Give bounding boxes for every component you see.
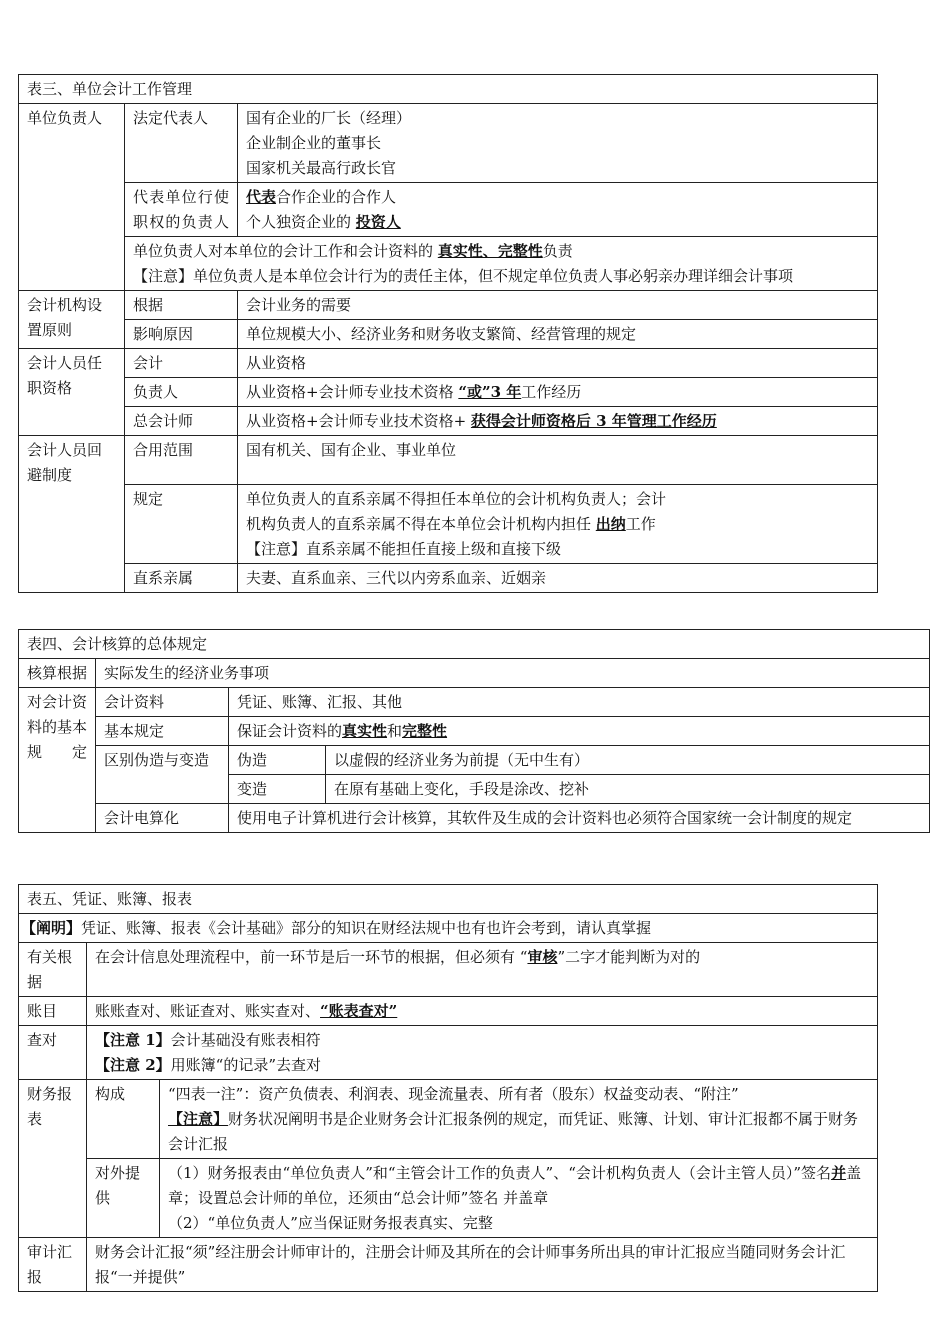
sub-label: 基本规定 xyxy=(96,717,229,746)
cell-value: 使用电子计算机进行会计核算，其软件及生成的会计资料也必须符合国家统一会计制度的规定 xyxy=(229,804,930,833)
sub-label: 代表单位行使职权的负责人 xyxy=(125,183,238,237)
text-line xyxy=(246,512,869,537)
cell-value: 财务会计汇报“须”经注册会计师审计的，注册会计师及其所在的会计师事务所出具的审计汇报应当随同财务会计汇报“一并提供” xyxy=(87,1238,878,1292)
sub-label: 规定 xyxy=(125,485,238,564)
emphasis: 投资人 xyxy=(355,213,401,231)
table-accounting-general-rules xyxy=(18,629,930,833)
emphasis: 审核 xyxy=(527,948,558,966)
text-line: 国有企业的厂长（经理） xyxy=(246,109,412,127)
cell-value: 实际发生的经济业务事项 xyxy=(96,659,930,688)
sub-label: 总会计师 xyxy=(125,407,238,436)
text: ”二字才能判断为对的 xyxy=(557,948,701,966)
note-text: 【注意】单位负责人是本单位会计行为的责任主体，但不规定单位负责人事必躬亲办理详细会计事项 xyxy=(133,267,794,285)
text-line xyxy=(168,1107,869,1157)
text-line xyxy=(95,1028,869,1053)
text: 账账查对、账证查对、账实查对、 xyxy=(95,1002,321,1020)
sub-label: 合用范围 xyxy=(125,436,238,485)
cell-value xyxy=(238,183,878,237)
cell-value xyxy=(238,407,878,436)
table-title: 表四、会计核算的总体规定 xyxy=(19,630,930,659)
text: 机构负责人的直系亲属不得在本单位会计机构内担任 xyxy=(246,515,596,533)
text-line xyxy=(133,239,869,264)
cell-value: 夫妻、直系血亲、三代以内旁系血亲、近姻亲 xyxy=(238,564,878,593)
sub-label: 构成 xyxy=(87,1080,160,1159)
label-bold: 【注意 2】 xyxy=(95,1056,171,1074)
text-line: “四表一注”：资产负债表、利润表、现金流量表、所有者（股东）权益变动表、“附注” xyxy=(168,1085,739,1103)
sub-label: 对外提供 xyxy=(87,1159,160,1238)
sub-label: 变造 xyxy=(229,775,326,804)
cell-value: 从业资格 xyxy=(238,349,878,378)
sub-label: 会计资料 xyxy=(96,688,229,717)
emphasis: 【注意】 xyxy=(168,1110,229,1128)
text: 和 xyxy=(387,722,403,740)
text: 凭证、账簿、报表《会计基础》部分的知识在财经法规中也有也许会考到，请认真掌握 xyxy=(81,919,652,937)
intro-row xyxy=(19,914,878,943)
text-line: （2）“单位负责人”应当保证财务报表真实、完整 xyxy=(168,1214,493,1232)
table-title: 表五、凭证、账簿、报表 xyxy=(19,885,878,914)
cell-value xyxy=(160,1159,878,1238)
sub-label: 负责人 xyxy=(125,378,238,407)
text: 个人独资企业的 xyxy=(246,213,356,231)
emphasis: 真实性、完整性 xyxy=(437,242,543,260)
cell-value xyxy=(238,104,878,183)
row-label: 会计机构设置原则 xyxy=(19,291,125,349)
cell-value: 国有机关、国有企业、事业单位 xyxy=(238,436,878,485)
row-label: 查对 xyxy=(19,1026,87,1080)
text: 从业资格+会计师专业技术资格 xyxy=(246,383,459,401)
note-text: 【注意】直系亲属不能担任直接上级和直接下级 xyxy=(246,540,562,558)
label-bold: 【注意 1】 xyxy=(95,1031,171,1049)
cell-value xyxy=(125,237,878,291)
row-label: 核算根据 xyxy=(19,659,96,688)
row-label: 会计人员任职资格 xyxy=(19,349,125,436)
emphasis: 并 xyxy=(831,1164,847,1182)
table-unit-accounting-management xyxy=(18,74,878,593)
text: 工作 xyxy=(625,515,656,533)
label-bold: 【阐明】 xyxy=(21,919,82,937)
text: 财务状况阐明书是企业财务会计汇报条例的规定，而凭证、账簿、计划、审计汇报都不属于财务会计汇报 xyxy=(168,1110,859,1153)
text: 合作企业的合作人 xyxy=(276,188,397,206)
sub-label: 会计 xyxy=(125,349,238,378)
text-line xyxy=(246,210,869,235)
text-line xyxy=(95,1053,869,1078)
row-label: 会计人员回避制度 xyxy=(19,436,125,593)
text: 用账簿“的记录”去查对 xyxy=(170,1056,322,1074)
cell-value: 单位规模大小、经济业务和财务收支繁简、经营管理的规定 xyxy=(238,320,878,349)
row-label: 有关根据 xyxy=(19,943,87,997)
row-label: 财务报表 xyxy=(19,1080,87,1238)
sub-label: 直系亲属 xyxy=(125,564,238,593)
cell-value: 凭证、账簿、汇报、其他 xyxy=(229,688,930,717)
cell-value xyxy=(87,943,878,997)
row-label: 单位负责人 xyxy=(19,104,125,291)
cell-value: 会计业务的需要 xyxy=(238,291,878,320)
text: 盖章；设置总会计师的单位，还须由“总会计师”签名 并盖章 xyxy=(168,1164,862,1207)
cell-value xyxy=(87,997,878,1026)
cell-value xyxy=(87,1026,878,1080)
cell-value: 在原有基础上变化，手段是涂改、挖补 xyxy=(326,775,930,804)
cell-value: 以虚假的经济业务为前提（无中生有） xyxy=(326,746,930,775)
table-vouchers-books-reports xyxy=(18,884,878,1292)
sub-label: 法定代表人 xyxy=(125,104,238,183)
cell-value xyxy=(238,378,878,407)
sub-label: 根据 xyxy=(125,291,238,320)
row-label: 对会计资料的基本规定 xyxy=(19,688,96,833)
cell-value xyxy=(160,1080,878,1159)
text: 保证会计资料的 xyxy=(237,722,343,740)
text: 单位负责人对本单位的会计工作和会计资料的 xyxy=(133,242,438,260)
emphasis: 获得会计师资格后 3 年管理工作经历 xyxy=(470,412,717,430)
text-line: 企业制企业的董事长 xyxy=(246,134,382,152)
sub-label: 影响原因 xyxy=(125,320,238,349)
text: （1）财务报表由“单位负责人”和“主管会计工作的负责人”、“会计机构负责人（会计主管人员）”签名 xyxy=(168,1164,832,1182)
emphasis: 真实性 xyxy=(342,722,388,740)
text: 负责 xyxy=(542,242,573,260)
sub-label: 伪造 xyxy=(229,746,326,775)
text-line xyxy=(168,1161,869,1211)
table-title: 表三、单位会计工作管理 xyxy=(19,75,878,104)
cell-value xyxy=(238,485,878,564)
text-line xyxy=(246,185,869,210)
cell-value xyxy=(229,717,930,746)
emphasis: 代表 xyxy=(246,188,277,206)
text: 会计基础没有账表相符 xyxy=(170,1031,321,1049)
text: 工作经历 xyxy=(521,383,582,401)
sub-label: 区别伪造与变造 xyxy=(96,746,229,804)
emphasis: 完整性 xyxy=(402,722,448,740)
text: 从业资格+会计师专业技术资格+ xyxy=(246,412,471,430)
row-label: 审计汇报 xyxy=(19,1238,87,1292)
text-line: 单位负责人的直系亲属不得担任本单位的会计机构负责人；会计 xyxy=(246,490,667,508)
row-label: 账目 xyxy=(19,997,87,1026)
emphasis: “账表查对” xyxy=(320,1002,398,1020)
emphasis: “或”3 年 xyxy=(458,383,522,401)
emphasis: 出纳 xyxy=(595,515,626,533)
sub-label: 会计电算化 xyxy=(96,804,229,833)
text-line: 国家机关最高行政长官 xyxy=(246,159,397,177)
text: 在会计信息处理流程中，前一环节是后一环节的根据，但必须有 “ xyxy=(95,948,528,966)
